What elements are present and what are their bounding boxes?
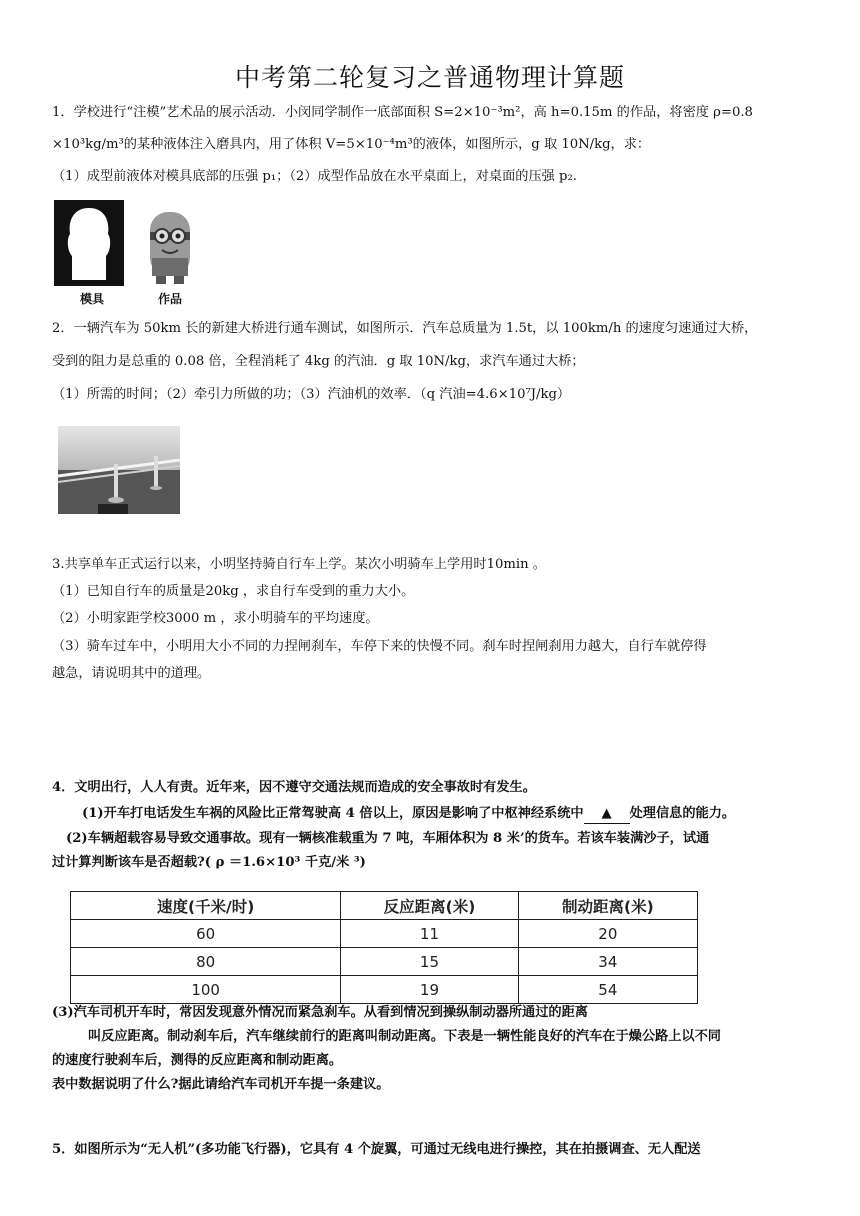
artwork-caption: 作品: [157, 292, 182, 306]
answer-blank: ▲: [584, 805, 630, 824]
table-row: [71, 976, 698, 1004]
q3-line5: 越急，请说明其中的道理。: [52, 666, 211, 681]
q4-line2-part2: 处理信息的能力。: [629, 806, 736, 821]
q4-line7: 的速度行驶刹车后，测得的反应距离和制动距离。: [52, 1053, 343, 1068]
q2-line1: 2．一辆汽车为 50km 长的新建大桥进行通车测试，如图所示．汽车总质量为 1.5t，以 100km/h 的速度匀速通过大桥，: [52, 321, 758, 336]
q2-line3: （1）所需的时间；（2）牵引力所做的功；（3）汽油机的效率．（q 汽油=4.6×10⁷J/kg）: [52, 387, 571, 402]
q4-line1: 4．文明出行，人人有责。近年来，因不遵守交通法规而造成的安全事故时有发生。: [52, 780, 536, 795]
q1-line2: ×10³kg/m³的某种液体注入磨具内，用了体积 V=5×10⁻⁴m³的液体，如图所示，g 取 10N/kg，求：: [52, 137, 651, 152]
q1-line1: 1．学校进行“注模”艺术品的展示活动．小闵同学制作一底部面积 S=2×10⁻³m²，高 h=0.15m 的作品，将密度 ρ=0.8: [52, 105, 753, 120]
table-cell: 80: [71, 948, 341, 976]
mold-caption: 模具: [79, 292, 104, 306]
q1-line3: （1）成型前液体对模具底部的压强 p₁；（2）成型作品放在水平桌面上，对桌面的压强 p₂.: [52, 169, 577, 184]
page-title: 中考第二轮复习之普通物理计算题: [234, 63, 625, 92]
table-header-reaction: 反应距离(米): [341, 892, 518, 920]
q3-line3: （2）小明家距学校3000 m ，求小明骑车的平均速度。: [52, 611, 379, 626]
table-cell: 60: [71, 920, 341, 948]
q4-line2: [82, 805, 735, 824]
table-cell: 19: [341, 976, 518, 1004]
table-cell: 11: [341, 920, 518, 948]
q4-line6: 叫反应距离。制动刹车后，汽车继续前行的距离叫制动距离。下表是一辆性能良好的汽车在于燥公路上以不同: [88, 1029, 721, 1044]
table-cell: 54: [518, 976, 697, 1004]
q2-line2: 受到的阻力是总重的 0.08 倍，全程消耗了 4kg 的汽油．g 取 10N/kg，求汽车通过大桥；: [52, 354, 585, 369]
q4-line3: (2)车辆超载容易导致交通事故。现有一辆核准载重为 7 吨，车厢体积为 8 米’的货车。若该车装满沙子，试通: [66, 831, 710, 846]
table-cell: 100: [71, 976, 341, 1004]
bridge-image: [58, 426, 180, 514]
table-cell: 34: [518, 948, 697, 976]
table-cell: 20: [518, 920, 697, 948]
q4-line8: 表中数据说明了什么?据此请给汽车司机开车提一条建议。: [52, 1077, 390, 1092]
mold-figure: [52, 196, 204, 308]
q4-line5: (3)汽车司机开车时，常因发现意外情况而紧急刹车。从看到情况到操纵制动器所通过的距离: [52, 1005, 588, 1020]
table-header-braking: 制动距离(米): [518, 892, 697, 920]
q3-line1: 3.共享单车正式运行以来，小明坚持骑自行车上学。某次小明骑车上学用时10min 。: [52, 557, 546, 572]
q4-line2-part1: (1)开车打电话发生车祸的风险比正常驾驶高 4 倍以上，原因是影响了中枢神经系统中: [82, 806, 584, 821]
q4-line4: 过计算判断该车是否超载?( ρ ＝1.6×10³ 千克/米 ³): [52, 855, 366, 870]
q5-line1: 5．如图所示为“无人机”(多功能飞行器)，它具有 4 个旋翼，可通过无线电进行操控，其在拍摄调查、无人配送: [52, 1142, 701, 1157]
speed-distance-table: [70, 891, 698, 1004]
table-cell: 15: [341, 948, 518, 976]
bridge-figure: [58, 426, 180, 514]
table-row: [71, 948, 698, 976]
q3-line4: （3）骑车过车中，小明用大小不同的力捏闸刹车，车停下来的快慢不同。刹车时捏闸刹用力越大，自行车就停得: [52, 639, 707, 654]
table-header-speed: 速度(千米/时): [71, 892, 341, 920]
q3-line2: （1）已知自行车的质量是20kg ，求自行车受到的重力大小。: [52, 584, 415, 599]
table-row: [71, 920, 698, 948]
